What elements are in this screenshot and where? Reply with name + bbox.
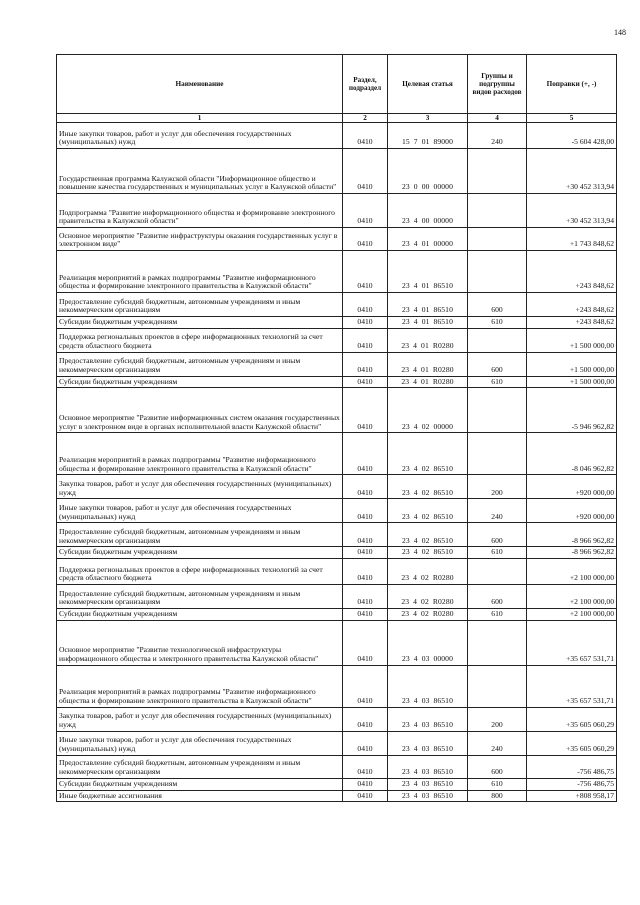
table-row [57, 707, 617, 731]
table-row [57, 123, 617, 149]
header-amount: Поправки (+, -) [527, 55, 617, 114]
cell-name: Предоставление субсидий бюджетным, автономным учреждениям и иным некоммерческим организациям [57, 585, 343, 609]
table-row [57, 559, 617, 585]
cell-amount: -756 486,75 [527, 755, 617, 778]
cell-target: 23 4 01 R0280 [388, 328, 468, 352]
cell-section: 0410 [343, 194, 388, 228]
cell-name: Закупка товаров, работ и услуг для обеспечения государственных (муниципальных) нужд [57, 707, 343, 731]
cell-amount: -756 486,75 [527, 778, 617, 790]
cell-group: 240 [468, 731, 527, 755]
cell-target: 15 7 01 89000 [388, 123, 468, 149]
table-row [57, 328, 617, 352]
cell-section: 0410 [343, 609, 388, 621]
column-number-row [57, 114, 617, 123]
cell-section: 0410 [343, 620, 388, 665]
table-row [57, 352, 617, 376]
cell-target: 23 4 02 R0280 [388, 585, 468, 609]
cell-section: 0410 [343, 376, 388, 388]
cell-amount: -8 966 962,82 [527, 547, 617, 559]
cell-group: 200 [468, 475, 527, 499]
table-row [57, 376, 617, 388]
table-row [57, 433, 617, 475]
table-row [57, 547, 617, 559]
cell-amount: +2 100 000,00 [527, 609, 617, 621]
cell-target: 23 4 01 86510 [388, 293, 468, 317]
cell-name: Основное мероприятие "Развитие инфраструктуры оказания государственных услуг в электронном виде" [57, 228, 343, 251]
cell-amount: -5 946 962,82 [527, 388, 617, 433]
table-row [57, 731, 617, 755]
cell-target: 23 4 01 R0280 [388, 352, 468, 376]
cell-group [468, 228, 527, 251]
cell-amount: +35 605 060,29 [527, 731, 617, 755]
cell-group: 610 [468, 609, 527, 621]
cell-name: Предоставление субсидий бюджетным, автономным учреждениям и иным некоммерческим организациям [57, 755, 343, 778]
cell-group: 800 [468, 790, 527, 802]
cell-target: 23 4 03 86510 [388, 778, 468, 790]
cell-target: 23 4 03 86510 [388, 755, 468, 778]
table-body [57, 114, 617, 802]
cell-group [468, 620, 527, 665]
table-row [57, 317, 617, 329]
table-row [57, 499, 617, 523]
cell-name: Реализация мероприятий в рамках подпрограммы "Развитие информационного общества и формирование электронного правительства в Калужской области" [57, 251, 343, 293]
cell-target: 23 4 03 86510 [388, 731, 468, 755]
cell-target: 23 4 03 86510 [388, 790, 468, 802]
table-row [57, 790, 617, 802]
cell-group: 610 [468, 547, 527, 559]
cell-section: 0410 [343, 228, 388, 251]
cell-amount: +1 500 000,00 [527, 352, 617, 376]
cell-target: 23 4 01 86510 [388, 251, 468, 293]
cell-name: Реализация мероприятий в рамках подпрограммы "Развитие информационного общества и формирование электронного правительства в Калужской области" [57, 433, 343, 475]
table-row [57, 665, 617, 707]
cell-name: Поддержка региональных проектов в сфере информационных технологий за счет средств областного бюджета [57, 559, 343, 585]
cell-amount: +2 100 000,00 [527, 585, 617, 609]
cell-target: 23 4 03 86510 [388, 665, 468, 707]
cell-target: 23 4 02 00000 [388, 388, 468, 433]
cell-amount: +920 000,00 [527, 475, 617, 499]
cell-target: 23 0 00 00000 [388, 149, 468, 194]
header-section: Раздел, подраздел [343, 55, 388, 114]
cell-name: Государственная программа Калужской области "Информационное общество и повышение качества государственных и муниципальных услуг в Калужской области" [57, 149, 343, 194]
cell-name: Реализация мероприятий в рамках подпрограммы "Развитие информационного общества и формирование электронного правительства в Калужской области" [57, 665, 343, 707]
cell-amount: +1 743 848,62 [527, 228, 617, 251]
cell-target: 23 4 02 86510 [388, 433, 468, 475]
header-group: Группы и подгруппы видов расходов [468, 55, 527, 114]
cell-group: 600 [468, 352, 527, 376]
cell-name: Предоставление субсидий бюджетным, автономным учреждениям и иным некоммерческим организациям [57, 293, 343, 317]
cell-amount: +1 500 000,00 [527, 376, 617, 388]
cell-section: 0410 [343, 731, 388, 755]
cell-section: 0410 [343, 790, 388, 802]
cell-group: 610 [468, 317, 527, 329]
cell-section: 0410 [343, 547, 388, 559]
cell-group: 600 [468, 755, 527, 778]
budget-amendments-table [56, 54, 617, 802]
cell-amount: -8 966 962,82 [527, 523, 617, 547]
cell-amount: +2 100 000,00 [527, 559, 617, 585]
column-number: 3 [388, 114, 468, 123]
table-row [57, 778, 617, 790]
cell-target: 23 4 02 R0280 [388, 609, 468, 621]
cell-target: 23 4 00 00000 [388, 194, 468, 228]
cell-name: Предоставление субсидий бюджетным, автономным учреждениям и иным некоммерческим организациям [57, 523, 343, 547]
header-target: Целевая статья [388, 55, 468, 114]
table-row [57, 585, 617, 609]
cell-target: 23 4 03 00000 [388, 620, 468, 665]
cell-group [468, 388, 527, 433]
cell-target: 23 4 02 86510 [388, 523, 468, 547]
cell-name: Субсидии бюджетным учреждениям [57, 778, 343, 790]
cell-group: 200 [468, 707, 527, 731]
table-row [57, 523, 617, 547]
cell-section: 0410 [343, 523, 388, 547]
table-row [57, 194, 617, 228]
cell-amount: +35 657 531,71 [527, 665, 617, 707]
cell-amount: -8 046 962,82 [527, 433, 617, 475]
table-row [57, 228, 617, 251]
cell-section: 0410 [343, 317, 388, 329]
cell-name: Предоставление субсидий бюджетным, автономным учреждениям и иным некоммерческим организациям [57, 352, 343, 376]
cell-name: Подпрограмма "Развитие информационного общества и формирование электронного правительства в Калужской области" [57, 194, 343, 228]
header-name: Наименование [57, 55, 343, 114]
cell-target: 23 4 03 86510 [388, 707, 468, 731]
column-number: 4 [468, 114, 527, 123]
cell-section: 0410 [343, 475, 388, 499]
table-row [57, 609, 617, 621]
cell-section: 0410 [343, 665, 388, 707]
cell-name: Закупка товаров, работ и услуг для обеспечения государственных (муниципальных) нужд [57, 475, 343, 499]
cell-amount: +1 500 000,00 [527, 328, 617, 352]
table-row [57, 388, 617, 433]
table-header-row [57, 55, 617, 114]
page-number: 148 [614, 28, 626, 37]
cell-target: 23 4 01 86510 [388, 317, 468, 329]
table-row [57, 149, 617, 194]
cell-name: Субсидии бюджетным учреждениям [57, 317, 343, 329]
column-number: 1 [57, 114, 343, 123]
cell-amount: +243 848,62 [527, 251, 617, 293]
cell-name: Иные закупки товаров, работ и услуг для обеспечения государственных (муниципальных) нужд [57, 123, 343, 149]
cell-section: 0410 [343, 499, 388, 523]
cell-amount: +808 958,17 [527, 790, 617, 802]
cell-section: 0410 [343, 433, 388, 475]
cell-name: Иные закупки товаров, работ и услуг для обеспечения государственных (муниципальных) нужд [57, 499, 343, 523]
cell-target: 23 4 02 R0280 [388, 559, 468, 585]
cell-target: 23 4 02 86510 [388, 547, 468, 559]
cell-section: 0410 [343, 585, 388, 609]
cell-amount: +30 452 313,94 [527, 149, 617, 194]
cell-amount: +35 657 531,71 [527, 620, 617, 665]
cell-amount: +243 848,62 [527, 317, 617, 329]
cell-group [468, 665, 527, 707]
cell-section: 0410 [343, 707, 388, 731]
cell-section: 0410 [343, 559, 388, 585]
cell-amount: +920 000,00 [527, 499, 617, 523]
cell-amount: +35 605 060,29 [527, 707, 617, 731]
cell-target: 23 4 02 86510 [388, 499, 468, 523]
cell-section: 0410 [343, 388, 388, 433]
cell-target: 23 4 02 86510 [388, 475, 468, 499]
cell-name: Поддержка региональных проектов в сфере информационных технологий за счет средств областного бюджета [57, 328, 343, 352]
cell-section: 0410 [343, 328, 388, 352]
cell-name: Субсидии бюджетным учреждениям [57, 609, 343, 621]
cell-group: 600 [468, 585, 527, 609]
table-row [57, 475, 617, 499]
cell-section: 0410 [343, 755, 388, 778]
cell-group [468, 194, 527, 228]
cell-group: 600 [468, 293, 527, 317]
table-row [57, 755, 617, 778]
cell-group: 240 [468, 499, 527, 523]
cell-section: 0410 [343, 149, 388, 194]
cell-target: 23 4 01 R0280 [388, 376, 468, 388]
column-number: 5 [527, 114, 617, 123]
cell-section: 0410 [343, 123, 388, 149]
cell-group [468, 328, 527, 352]
cell-name: Основное мероприятие "Развитие информационных систем оказания государственных услуг в электронном виде в органах исполнительной власти Калужской области" [57, 388, 343, 433]
table-row [57, 620, 617, 665]
cell-section: 0410 [343, 352, 388, 376]
cell-group: 240 [468, 123, 527, 149]
cell-name: Субсидии бюджетным учреждениям [57, 376, 343, 388]
cell-section: 0410 [343, 778, 388, 790]
cell-name: Основное мероприятие "Развитие технологической инфраструктуры информационного общества и электронного правительства Калужской области" [57, 620, 343, 665]
cell-target: 23 4 01 00000 [388, 228, 468, 251]
cell-group [468, 251, 527, 293]
cell-amount: +243 848,62 [527, 293, 617, 317]
cell-section: 0410 [343, 293, 388, 317]
cell-group [468, 433, 527, 475]
cell-name: Иные закупки товаров, работ и услуг для обеспечения государственных (муниципальных) нужд [57, 731, 343, 755]
cell-name: Субсидии бюджетным учреждениям [57, 547, 343, 559]
cell-amount: +30 452 313,94 [527, 194, 617, 228]
cell-section: 0410 [343, 251, 388, 293]
cell-group: 610 [468, 376, 527, 388]
cell-group [468, 149, 527, 194]
cell-name: Иные бюджетные ассигнования [57, 790, 343, 802]
cell-group: 610 [468, 778, 527, 790]
column-number: 2 [343, 114, 388, 123]
table-row [57, 293, 617, 317]
table-row [57, 251, 617, 293]
cell-group: 600 [468, 523, 527, 547]
cell-group [468, 559, 527, 585]
cell-amount: -5 604 428,00 [527, 123, 617, 149]
